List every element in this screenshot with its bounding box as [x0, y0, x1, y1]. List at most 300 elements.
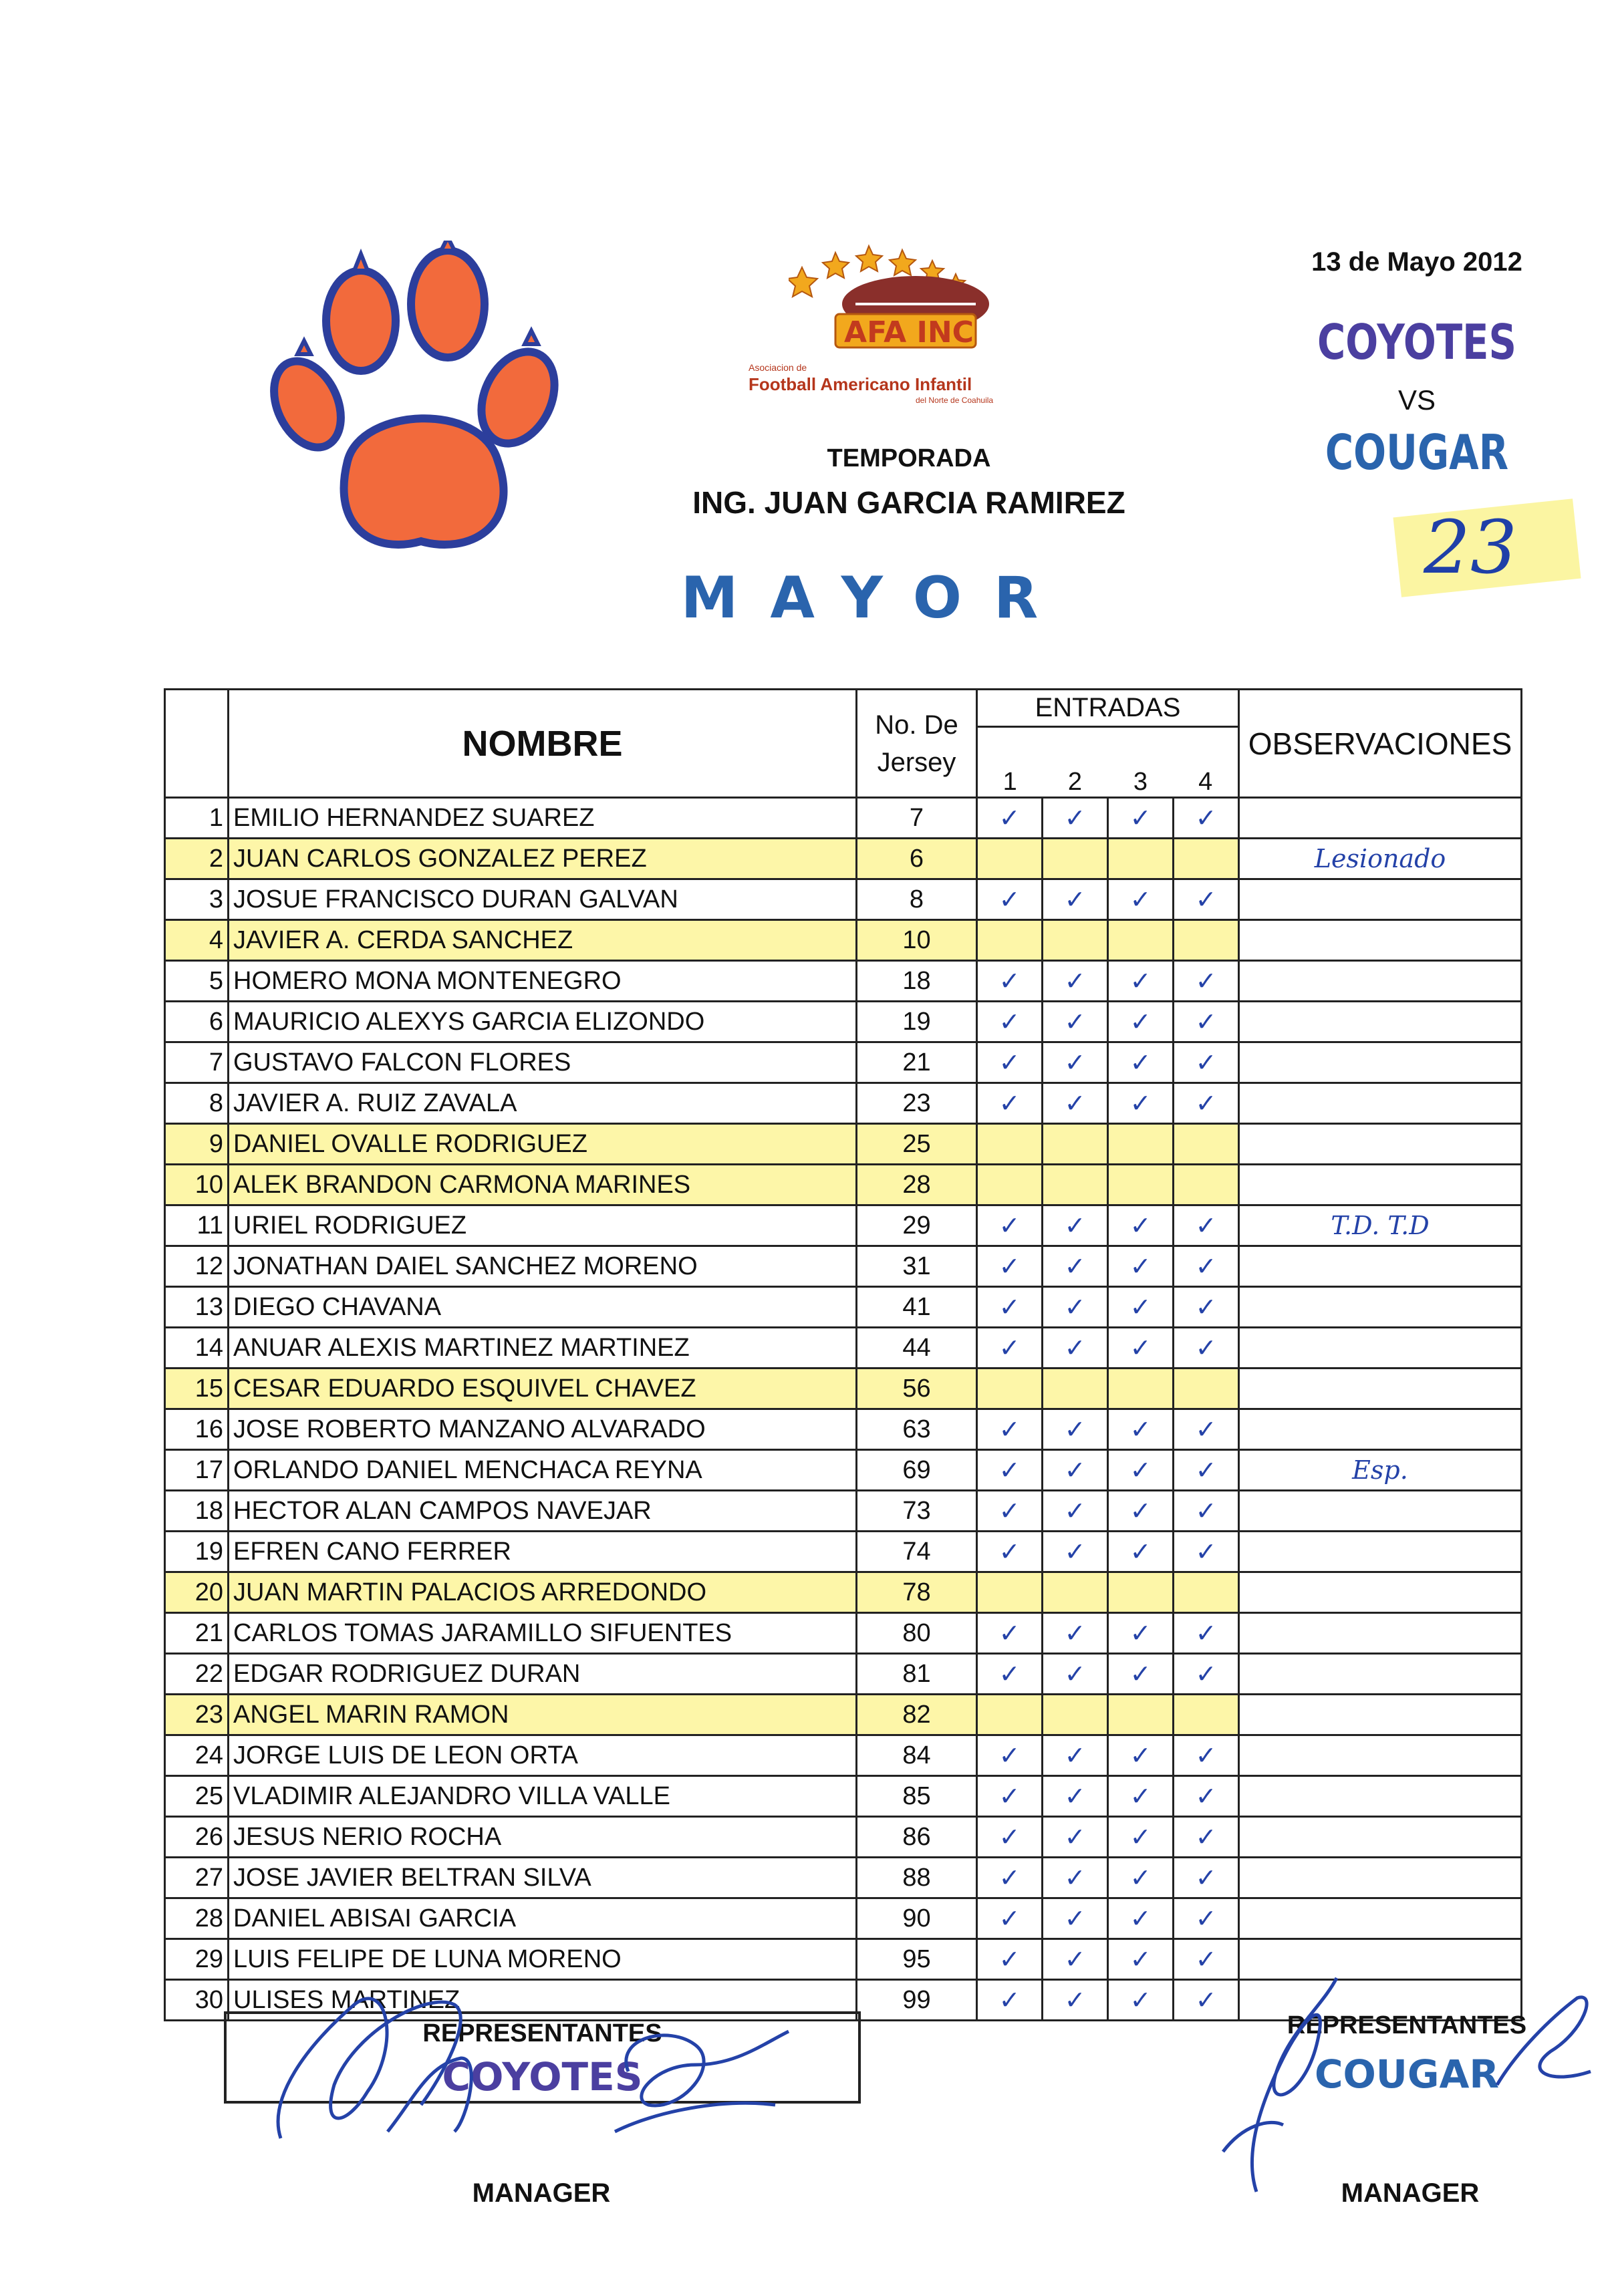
checkmark-icon: ✓ — [1195, 1048, 1217, 1077]
checkmark-icon: ✓ — [998, 1292, 1021, 1322]
checkmark-icon: ✓ — [1195, 1211, 1217, 1240]
checkmark-icon: ✓ — [1129, 1985, 1152, 2015]
inning-4-check — [1174, 1572, 1239, 1613]
roster-row — [165, 1695, 1522, 1735]
inning-3-check — [1108, 1735, 1174, 1776]
inning-3-check — [1108, 1898, 1174, 1939]
roster-row-jersey: 84 — [857, 1735, 977, 1776]
checkmark-icon: ✓ — [998, 1048, 1021, 1077]
roster-row-jersey: 73 — [857, 1491, 977, 1532]
inning-2-check — [1043, 798, 1108, 839]
checkmark-icon: ✓ — [1195, 1741, 1217, 1770]
inning-4-check — [1174, 1695, 1239, 1735]
roster-row-jersey: 78 — [857, 1572, 977, 1613]
inning-1-check — [977, 1817, 1043, 1858]
roster-row-name: GUSTAVO FALCON FLORES — [229, 1042, 857, 1083]
checkmark-icon: ✓ — [1064, 1048, 1086, 1077]
versus-label: VS — [1397, 384, 1436, 416]
roster-row-name: CESAR EDUARDO ESQUIVEL CHAVEZ — [229, 1369, 857, 1409]
inning-4-check — [1174, 879, 1239, 920]
checkmark-icon: ✓ — [998, 1945, 1021, 1974]
inning-3-check — [1108, 961, 1174, 1002]
inning-4-check — [1174, 1002, 1239, 1042]
inning-2-check — [1043, 1817, 1108, 1858]
roster-row-jersey: 29 — [857, 1205, 977, 1246]
roster-row — [165, 1165, 1522, 1205]
inning-4-check — [1174, 1409, 1239, 1450]
roster-row-name: HOMERO MONA MONTENEGRO — [229, 961, 857, 1002]
roster-row-note — [1239, 798, 1522, 839]
checkmark-icon: ✓ — [1064, 1985, 1086, 2015]
roster-row-number: 24 — [165, 1735, 229, 1776]
inning-2-check — [1043, 1980, 1108, 2021]
roster-row — [165, 961, 1522, 1002]
inning-3-check — [1108, 1858, 1174, 1898]
inning-2-check — [1043, 1369, 1108, 1409]
roster-row-number: 4 — [165, 920, 229, 961]
inning-4-check — [1174, 1165, 1239, 1205]
checkmark-icon: ✓ — [1064, 1455, 1086, 1485]
inning-4-check — [1174, 1654, 1239, 1695]
inning-2-check — [1043, 1042, 1108, 1083]
roster-row-note — [1239, 1613, 1522, 1654]
inning-4-check — [1174, 1613, 1239, 1654]
roster-row-note — [1239, 1532, 1522, 1572]
inning-3-check — [1108, 1695, 1174, 1735]
roster-row-jersey: 41 — [857, 1287, 977, 1328]
roster-row-name: JOSE ROBERTO MANZANO ALVARADO — [229, 1409, 857, 1450]
inning-1-check — [977, 1532, 1043, 1572]
away-manager-label: MANAGER — [1341, 2178, 1480, 2208]
roster-row-jersey: 8 — [857, 879, 977, 920]
checkmark-icon: ✓ — [1064, 803, 1086, 833]
roster-row-jersey: 82 — [857, 1695, 977, 1735]
roster-row-note — [1239, 1491, 1522, 1532]
checkmark-icon: ✓ — [1129, 1048, 1152, 1077]
inning-2-check — [1043, 1002, 1108, 1042]
inning-3-check — [1108, 1042, 1174, 1083]
roster-row-jersey: 19 — [857, 1002, 977, 1042]
inning-3-check — [1108, 1654, 1174, 1695]
handwritten-signature-left — [254, 1965, 855, 2178]
inning-2-check — [1043, 1532, 1108, 1572]
roster-row-name: JAVIER A. RUIZ ZAVALA — [229, 1083, 857, 1124]
roster-row-note: Lesionado — [1239, 839, 1522, 879]
roster-row-name: LUIS FELIPE DE LUNA MORENO — [229, 1939, 857, 1980]
inning-1-check — [977, 1246, 1043, 1287]
roster-row-number: 14 — [165, 1328, 229, 1369]
inning-3-check — [1108, 1613, 1174, 1654]
inning-1-check — [977, 1205, 1043, 1246]
checkmark-icon: ✓ — [1064, 1333, 1086, 1362]
roster-row-jersey: 28 — [857, 1165, 977, 1205]
checkmark-icon: ✓ — [998, 1904, 1021, 1933]
roster-row — [165, 1491, 1522, 1532]
checkmark-icon: ✓ — [1064, 1211, 1086, 1240]
checkmark-icon: ✓ — [1195, 1496, 1217, 1526]
checkmark-icon: ✓ — [1129, 966, 1152, 996]
inning-3-check — [1108, 1124, 1174, 1165]
inning-4-check — [1174, 1287, 1239, 1328]
checkmark-icon: ✓ — [1195, 1659, 1217, 1689]
roster-row-number: 23 — [165, 1695, 229, 1735]
checkmark-icon: ✓ — [1064, 1659, 1086, 1689]
roster-row — [165, 1287, 1522, 1328]
inning-2-check — [1043, 1572, 1108, 1613]
roster-row-name: ORLANDO DANIEL MENCHACA REYNA — [229, 1450, 857, 1491]
roster-row-name: CARLOS TOMAS JARAMILLO SIFUENTES — [229, 1613, 857, 1654]
inning-3-check — [1108, 1491, 1174, 1532]
roster-row-name: JAVIER A. CERDA SANCHEZ — [229, 920, 857, 961]
checkmark-icon: ✓ — [1195, 1618, 1217, 1648]
roster-row — [165, 1776, 1522, 1817]
checkmark-icon: ✓ — [1129, 1252, 1152, 1281]
roster-row-note — [1239, 1572, 1522, 1613]
away-representatives-title: REPRESENTANTES — [1287, 2011, 1527, 2039]
roster-row-jersey: 88 — [857, 1858, 977, 1898]
roster-row-name: EFREN CANO FERRER — [229, 1532, 857, 1572]
division-title: MAYOR — [680, 565, 1071, 631]
inning-2-check — [1043, 1083, 1108, 1124]
inning-1-check — [977, 1858, 1043, 1898]
roster-row-number: 21 — [165, 1613, 229, 1654]
roster-row — [165, 1002, 1522, 1042]
inning-3-check — [1108, 1980, 1174, 2021]
game-number: 23 — [1424, 505, 1517, 590]
roster-row-name: ANUAR ALEXIS MARTINEZ MARTINEZ — [229, 1328, 857, 1369]
roster-row-number: 12 — [165, 1246, 229, 1287]
inning-1-check — [977, 1613, 1043, 1654]
roster-row — [165, 1858, 1522, 1898]
roster-row-jersey: 99 — [857, 1980, 977, 2021]
checkmark-icon: ✓ — [998, 1211, 1021, 1240]
roster-row — [165, 1450, 1522, 1491]
roster-row-number: 2 — [165, 839, 229, 879]
checkmark-icon: ✓ — [998, 885, 1021, 914]
roster-row-note — [1239, 1287, 1522, 1328]
roster-row-jersey: 69 — [857, 1450, 977, 1491]
checkmark-icon: ✓ — [1129, 1415, 1152, 1444]
inning-4-check — [1174, 920, 1239, 961]
roster-row-note — [1239, 1817, 1522, 1858]
roster-row — [165, 1735, 1522, 1776]
checkmark-icon: ✓ — [998, 1618, 1021, 1648]
checkmark-icon: ✓ — [1195, 1985, 1217, 2015]
roster-row — [165, 879, 1522, 920]
roster-row-note — [1239, 1898, 1522, 1939]
inning-2-check — [1043, 1898, 1108, 1939]
inning-2-check — [1043, 1205, 1108, 1246]
roster-table — [164, 688, 1522, 2021]
checkmark-icon: ✓ — [1129, 1863, 1152, 1892]
header-jersey: No. De Jersey — [857, 690, 977, 798]
inning-2-check — [1043, 1735, 1108, 1776]
roster-row-name: DANIEL OVALLE RODRIGUEZ — [229, 1124, 857, 1165]
inning-4-check — [1174, 1369, 1239, 1409]
inning-2-check — [1043, 1246, 1108, 1287]
roster-row-note: T.D. T.D — [1239, 1205, 1522, 1246]
home-representatives-title: REPRESENTANTES — [422, 2019, 662, 2047]
roster-row-name: JORGE LUIS DE LEON ORTA — [229, 1735, 857, 1776]
roster-row — [165, 1042, 1522, 1083]
header-innings: ENTRADAS — [977, 690, 1239, 727]
inning-1-check — [977, 1735, 1043, 1776]
roster-row-note: Esp. — [1239, 1450, 1522, 1491]
checkmark-icon: ✓ — [1195, 1455, 1217, 1485]
afa-logo — [749, 241, 1069, 414]
inning-2-check — [1043, 1654, 1108, 1695]
checkmark-icon: ✓ — [1064, 1781, 1086, 1811]
checkmark-icon: ✓ — [1129, 1781, 1152, 1811]
inning-1-check — [977, 961, 1043, 1002]
header-notes: OBSERVACIONES — [1239, 690, 1522, 798]
roster-row-note — [1239, 1002, 1522, 1042]
roster-row-jersey: 86 — [857, 1817, 977, 1858]
roster-row-name: EDGAR RODRIGUEZ DURAN — [229, 1654, 857, 1695]
roster-row-note — [1239, 1695, 1522, 1735]
roster-row-number: 29 — [165, 1939, 229, 1980]
roster-row-name: MAURICIO ALEXYS GARCIA ELIZONDO — [229, 1002, 857, 1042]
inning-2-check — [1043, 1287, 1108, 1328]
inning-2-check — [1043, 1450, 1108, 1491]
inning-3-check — [1108, 839, 1174, 879]
inning-3-check — [1108, 879, 1174, 920]
roster-row-jersey: 80 — [857, 1613, 977, 1654]
inning-2-check — [1043, 1124, 1108, 1165]
roster-row — [165, 1124, 1522, 1165]
roster-row-number: 28 — [165, 1898, 229, 1939]
inning-4-check — [1174, 1858, 1239, 1898]
roster-row — [165, 1532, 1522, 1572]
checkmark-icon: ✓ — [1129, 1211, 1152, 1240]
roster-row-name: JESUS NERIO ROCHA — [229, 1817, 857, 1858]
paw-logo — [267, 241, 575, 568]
inning-3-check — [1108, 1002, 1174, 1042]
inning-4-check — [1174, 798, 1239, 839]
inning-4-check — [1174, 839, 1239, 879]
header-inning-4: 4 — [1174, 764, 1239, 798]
roster-row-number: 15 — [165, 1369, 229, 1409]
checkmark-icon: ✓ — [998, 1007, 1021, 1036]
logo-tagline-sub: del Norte de Coahuila — [916, 396, 994, 405]
inning-1-check — [977, 839, 1043, 879]
inning-4-check — [1174, 1735, 1239, 1776]
checkmark-icon: ✓ — [1195, 1945, 1217, 1974]
roster-row-name: JUAN CARLOS GONZALEZ PEREZ — [229, 839, 857, 879]
inning-3-check — [1108, 1205, 1174, 1246]
roster-row-note — [1239, 961, 1522, 1002]
checkmark-icon: ✓ — [998, 1659, 1021, 1689]
roster-row — [165, 920, 1522, 961]
inning-1-check — [977, 1083, 1043, 1124]
roster-row-number: 10 — [165, 1165, 229, 1205]
inning-1-check — [977, 1409, 1043, 1450]
roster-row-name: ANGEL MARIN RAMON — [229, 1695, 857, 1735]
roster-row-number: 7 — [165, 1042, 229, 1083]
roster-row-number: 27 — [165, 1858, 229, 1898]
checkmark-icon: ✓ — [998, 1781, 1021, 1811]
roster-row-jersey: 6 — [857, 839, 977, 879]
inning-2-check — [1043, 961, 1108, 1002]
checkmark-icon: ✓ — [1129, 1496, 1152, 1526]
roster-row-jersey: 21 — [857, 1042, 977, 1083]
roster-row — [165, 1898, 1522, 1939]
roster-row-number: 19 — [165, 1532, 229, 1572]
roster-row-note — [1239, 920, 1522, 961]
roster-row-note — [1239, 1735, 1522, 1776]
checkmark-icon: ✓ — [1129, 885, 1152, 914]
inning-2-check — [1043, 879, 1108, 920]
roster-row-jersey: 23 — [857, 1083, 977, 1124]
roster-row-jersey: 63 — [857, 1409, 977, 1450]
checkmark-icon: ✓ — [1064, 1292, 1086, 1322]
roster-row-name: JOSUE FRANCISCO DURAN GALVAN — [229, 879, 857, 920]
roster-row — [165, 1613, 1522, 1654]
checkmark-icon: ✓ — [1064, 885, 1086, 914]
checkmark-icon: ✓ — [1195, 1089, 1217, 1118]
checkmark-icon: ✓ — [998, 1496, 1021, 1526]
inning-1-check — [977, 1572, 1043, 1613]
inning-2-check — [1043, 1165, 1108, 1205]
inning-3-check — [1108, 1287, 1174, 1328]
inning-3-check — [1108, 1165, 1174, 1205]
inning-3-check — [1108, 1532, 1174, 1572]
roster-row-name: DIEGO CHAVANA — [229, 1287, 857, 1328]
inning-4-check — [1174, 1042, 1239, 1083]
checkmark-icon: ✓ — [1129, 1741, 1152, 1770]
away-team: COUGAR — [1325, 424, 1509, 480]
checkmark-icon: ✓ — [1129, 1945, 1152, 1974]
checkmark-icon: ✓ — [998, 1822, 1021, 1852]
roster-row-note — [1239, 1042, 1522, 1083]
inning-4-check — [1174, 1083, 1239, 1124]
roster-row — [165, 1328, 1522, 1369]
checkmark-icon: ✓ — [998, 966, 1021, 996]
roster-row-number: 9 — [165, 1124, 229, 1165]
inning-1-check — [977, 1287, 1043, 1328]
checkmark-icon: ✓ — [1064, 1822, 1086, 1852]
checkmark-icon: ✓ — [998, 1415, 1021, 1444]
checkmark-icon: ✓ — [998, 1863, 1021, 1892]
inning-3-check — [1108, 1369, 1174, 1409]
checkmark-icon: ✓ — [998, 1985, 1021, 2015]
inning-1-check — [977, 1491, 1043, 1532]
roster-row-number: 25 — [165, 1776, 229, 1817]
checkmark-icon: ✓ — [1064, 1618, 1086, 1648]
checkmark-icon: ✓ — [998, 1333, 1021, 1362]
roster-row-number: 3 — [165, 879, 229, 920]
checkmark-icon: ✓ — [1195, 1822, 1217, 1852]
checkmark-icon: ✓ — [1064, 1496, 1086, 1526]
inning-4-check — [1174, 1532, 1239, 1572]
inning-1-check — [977, 1939, 1043, 1980]
checkmark-icon: ✓ — [1064, 1537, 1086, 1566]
season-label: TEMPORADA — [827, 444, 991, 472]
inning-1-check — [977, 1042, 1043, 1083]
roster-row-number: 30 — [165, 1980, 229, 2021]
roster-row — [165, 1654, 1522, 1695]
roster-row-name: URIEL RODRIGUEZ — [229, 1205, 857, 1246]
checkmark-icon: ✓ — [998, 1252, 1021, 1281]
inning-1-check — [977, 1328, 1043, 1369]
season-name: ING. JUAN GARCIA RAMIREZ — [692, 485, 1125, 520]
roster-row-number: 22 — [165, 1654, 229, 1695]
roster-row-note — [1239, 1328, 1522, 1369]
roster-row-name: VLADIMIR ALEJANDRO VILLA VALLE — [229, 1776, 857, 1817]
inning-3-check — [1108, 1776, 1174, 1817]
checkmark-icon: ✓ — [1064, 1415, 1086, 1444]
checkmark-icon: ✓ — [1129, 803, 1152, 833]
roster-row — [165, 1572, 1522, 1613]
game-date: 13 de Mayo 2012 — [1311, 247, 1522, 277]
inning-1-check — [977, 1776, 1043, 1817]
inning-2-check — [1043, 1613, 1108, 1654]
checkmark-icon: ✓ — [1129, 1007, 1152, 1036]
inning-3-check — [1108, 1572, 1174, 1613]
inning-1-check — [977, 1369, 1043, 1409]
inning-3-check — [1108, 920, 1174, 961]
checkmark-icon: ✓ — [1195, 1252, 1217, 1281]
inning-2-check — [1043, 1491, 1108, 1532]
roster-row-jersey: 25 — [857, 1124, 977, 1165]
inning-1-check — [977, 1002, 1043, 1042]
roster-row-name: JUAN MARTIN PALACIOS ARREDONDO — [229, 1572, 857, 1613]
inning-2-check — [1043, 1939, 1108, 1980]
checkmark-icon: ✓ — [1195, 966, 1217, 996]
inning-4-check — [1174, 1328, 1239, 1369]
checkmark-icon: ✓ — [1129, 1659, 1152, 1689]
checkmark-icon: ✓ — [1129, 1618, 1152, 1648]
inning-4-check — [1174, 1205, 1239, 1246]
checkmark-icon: ✓ — [1064, 1863, 1086, 1892]
checkmark-icon: ✓ — [1195, 1415, 1217, 1444]
checkmark-icon: ✓ — [1129, 1292, 1152, 1322]
inning-1-check — [977, 1654, 1043, 1695]
checkmark-icon: ✓ — [998, 1537, 1021, 1566]
checkmark-icon: ✓ — [1195, 885, 1217, 914]
checkmark-icon: ✓ — [1195, 1904, 1217, 1933]
roster-row-number: 1 — [165, 798, 229, 839]
roster-row-jersey: 44 — [857, 1328, 977, 1369]
roster-row — [165, 1409, 1522, 1450]
inning-2-check — [1043, 839, 1108, 879]
inning-1-check — [977, 798, 1043, 839]
home-representatives-team: COYOTES — [442, 2054, 643, 2100]
roster-row-jersey: 95 — [857, 1939, 977, 1980]
home-manager-label: MANAGER — [472, 2178, 611, 2208]
roster-row-name: ULISES MARTINEZ — [229, 1980, 857, 2021]
checkmark-icon: ✓ — [1129, 1822, 1152, 1852]
checkmark-icon: ✓ — [998, 1455, 1021, 1485]
inning-4-check — [1174, 1776, 1239, 1817]
roster-row-number: 6 — [165, 1002, 229, 1042]
inning-3-check — [1108, 1939, 1174, 1980]
roster-row-note — [1239, 1409, 1522, 1450]
roster-row-name: JOSE JAVIER BELTRAN SILVA — [229, 1858, 857, 1898]
checkmark-icon: ✓ — [1064, 1741, 1086, 1770]
roster-body — [165, 798, 1522, 2021]
header-inning-1: 1 — [977, 764, 1043, 798]
roster-row — [165, 798, 1522, 839]
inning-1-check — [977, 920, 1043, 961]
checkmark-icon: ✓ — [1064, 1089, 1086, 1118]
inning-3-check — [1108, 1817, 1174, 1858]
inning-1-check — [977, 1124, 1043, 1165]
inning-4-check — [1174, 1450, 1239, 1491]
inning-4-check — [1174, 1124, 1239, 1165]
header-name: NOMBRE — [229, 690, 857, 798]
header-number — [165, 690, 229, 798]
